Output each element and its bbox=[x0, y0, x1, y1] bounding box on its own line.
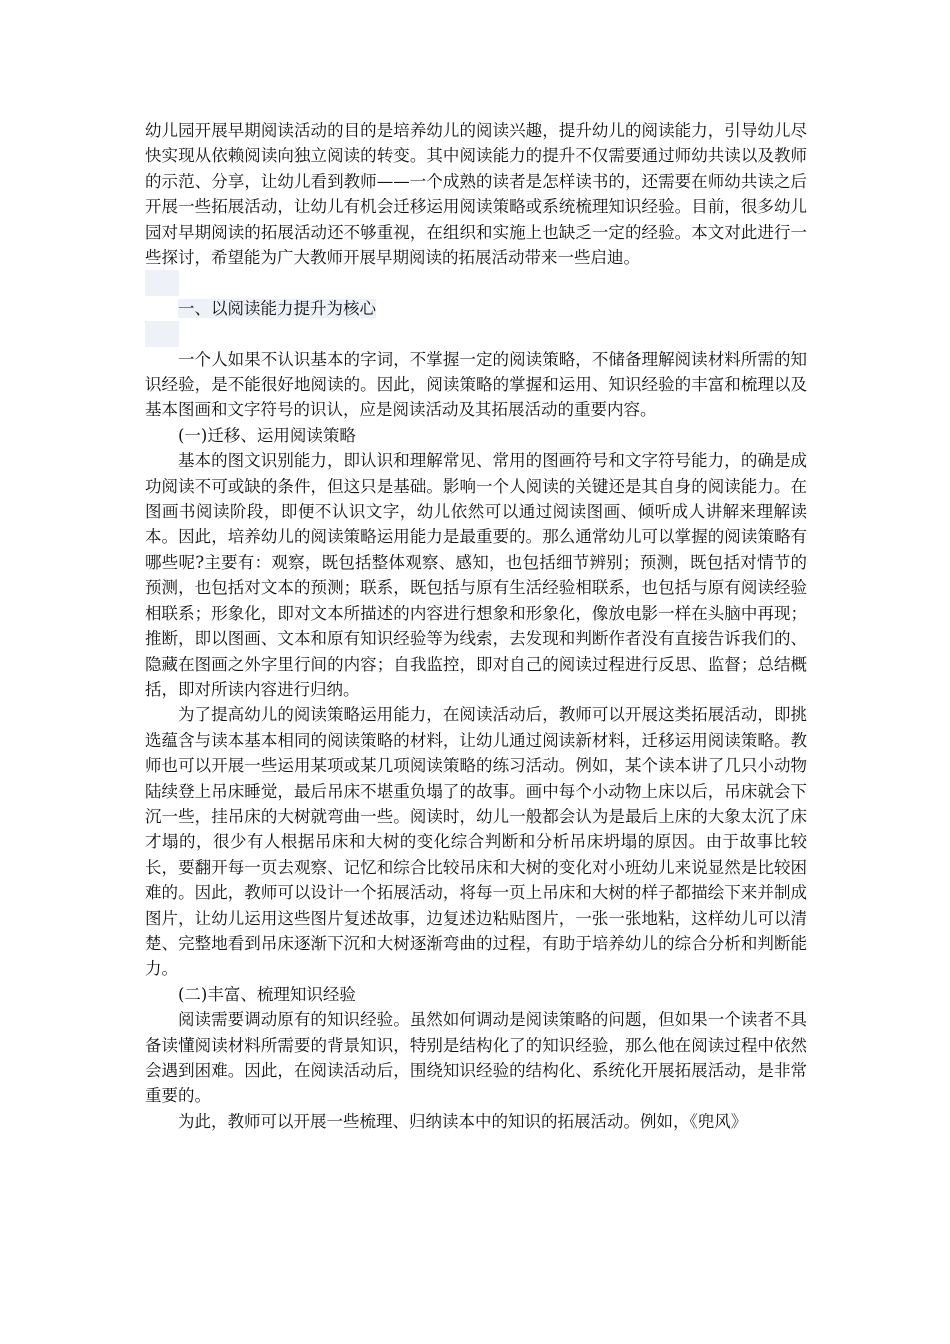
subsection-heading: (二)丰富、梳理知识经验 bbox=[178, 984, 356, 1004]
document-page bbox=[145, 118, 807, 1134]
body-paragraph: 为此，教师可以开展一些梳理、归纳读本中的知识的拓展活动。例如，《兜风》 bbox=[178, 1111, 748, 1131]
body-paragraph: 阅读需要调动原有的知识经验。虽然如何调动是阅读策略的问题，但如果一个读者不具备读懂阅读材料所需要的背景知识，特别是结构化了的知识经验，那么他在阅读过程中依然会遇到困难。因此，在阅读活动后，围绕知识经验的结构化、系统化开展拓展活动，是非常重要的。 bbox=[145, 1010, 807, 1106]
body-paragraph: 为了提高幼儿的阅读策略运用能力，在阅读活动后，教师可以开展这类拓展活动，即挑选蕴含与读本基本相同的阅读策略的材料，让幼儿通过阅读新材料，迁移运用阅读策略。教师也可以开展一些运用某项或某几项阅读策略的练习活动。例如，某个读本讲了几只小动物陆续登上吊床睡觉，最后吊床不堪重负塌了的故事。画中每个小动物上床以后，吊床就会下沉一些，挂吊床的大树就弯曲一些。阅读时，幼儿一般都会认为是最后上床的大象太沉了床才塌的，很少有人根据吊床和大树的变化综合判断和分析吊床坍塌的原因。由于故事比较长，要翻开每一页去观察、记忆和综合比较吊床和大树的变化对小班幼儿来说显然是比较困难的。因此，教师可以设计一个拓展活动，将每一页上吊床和大树的样子都描绘下来并制成图片，让幼儿运用这些图片复述故事，边复述边粘贴图片，一张一张地粘，这样幼儿可以清楚、完整地看到吊床逐渐下沉和大树逐渐弯曲的过程，有助于培养幼儿的综合分析和判断能力。 bbox=[145, 705, 807, 979]
section-heading bbox=[145, 296, 807, 321]
intro-paragraph: 幼儿园开展早期阅读活动的目的是培养幼儿的阅读兴趣，提升幼儿的阅读能力，引导幼儿尽快实现从依赖阅读向独立阅读的转变。其中阅读能力的提升不仅需要通过师幼共读以及教师的示范、分享，让幼儿看到教师——一个成熟的读者是怎样读书的，还需要在师幼共读之后开展一些拓展活动，让幼儿有机会迁移运用阅读策略或系统梳理知识经验。目前，很多幼儿园对早期阅读的拓展活动还不够重视，在组织和实施上也缺乏一定的经验。本文对此进行一些探讨，希望能为广大教师开展早期阅读的拓展活动带来一些启迪。 bbox=[145, 121, 807, 268]
blank-line bbox=[145, 270, 179, 295]
blank-line bbox=[145, 321, 179, 346]
heading-text: 一、以阅读能力提升为核心 bbox=[178, 298, 376, 318]
body-paragraph: 一个人如果不认识基本的字词，不掌握一定的阅读策略，不储备理解阅读材料所需的知识经验，是不能很好地阅读的。因此，阅读策略的掌握和运用、知识经验的丰富和梳理以及基本图画和文字符号的识认，应是阅读活动及其拓展活动的重要内容。 bbox=[145, 349, 807, 420]
body-paragraph: 基本的图文识别能力，即认识和理解常见、常用的图画符号和文字符号能力，的确是成功阅读不可或缺的条件，但这只是基础。影响一个人阅读的关键还是其自身的阅读能力。在图画书阅读阶段，即便不认识文字，幼儿依然可以通过阅读图画、倾听成人讲解来理解读本。因此，培养幼儿的阅读策略运用能力是最重要的。那么通常幼儿可以掌握的阅读策略有哪些呢?主要有：观察，既包括整体观察、感知，也包括细节辨别；预测，既包括对情节的预测，也包括对文本的预测；联系，既包括与原有生活经验相联系，也包括与原有阅读经验相联系；形象化，即对文本所描述的内容进行想象和形象化，像放电影一样在头脑中再现；推断，即以图画、文本和原有知识经验等为线索，去发现和判断作者没有直接告诉我们的、隐藏在图画之外字里行间的内容；自我监控，即对自己的阅读过程进行反思、监督；总结概括，即对所读内容进行归纳。 bbox=[145, 451, 807, 699]
subsection-heading: (一)迁移、运用阅读策略 bbox=[178, 425, 356, 445]
